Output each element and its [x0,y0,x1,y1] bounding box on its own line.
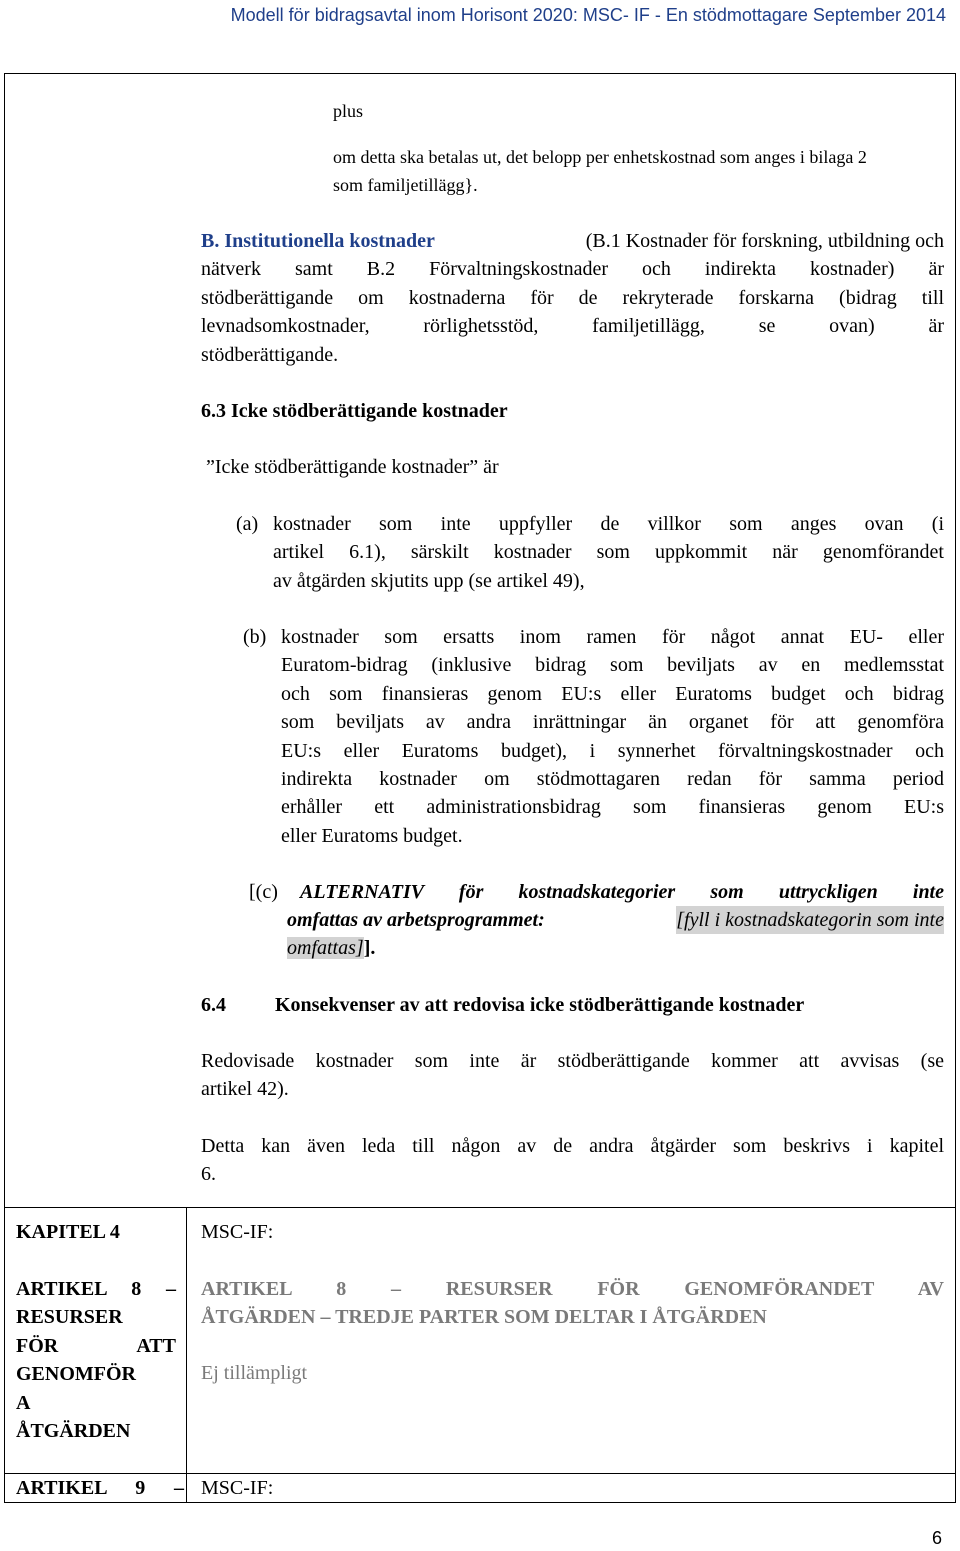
section-6-4-number: 6.4 [201,994,226,1016]
item-c-bold-line-2: omfattas av arbetsprogrammet: [287,909,545,931]
item-a-text [273,510,944,595]
section-6-3-intro [206,453,499,481]
item-c-line-3 [287,934,375,962]
artikel-8-left-line-4: GENOMFÖR [16,1363,136,1386]
item-b-line-1: kostnader som ersatts inom ramen för något annat EU- eller [281,626,944,648]
intro-text: Icke stödberättigande kostnader” är [214,456,499,478]
item-b-line-7: erhåller ett administrationsbidrag som finansieras genom EU:s [281,796,944,819]
item-b-label: (b) [243,626,267,648]
section-b-line-4: levnadsomkostnader, rörlighetsstöd, familjetillägg, se ovan) är [201,315,944,338]
item-a-label: (a) [236,513,259,535]
section-b [201,227,944,369]
item-c-label: [(c) [249,881,278,903]
item-b-line-5: EU:s eller Euratoms budget), i synnerhet förvaltningskostnader och [281,739,944,762]
document-header: Modell för bidragsavtal inom Horisont 2020: MSC- IF - En stödmottagare September 2014 [230,5,946,25]
msc-if-label-1: MSC-IF: [201,1221,274,1243]
item-a-line-3: av åtgärden skjutits upp (se artikel 49), [273,569,585,592]
table-top-rule [4,1207,956,1208]
item-b-line-3: och som finansieras genom EU:s eller Euratoms budget och bidrag [281,682,944,705]
intro-open-quote: ” [206,456,215,478]
artikel-8-right-line-1: ARTIKEL 8 – RESURSER FÖR GENOMFÖRANDET AV [201,1278,944,1300]
section-6-4-heading: Konsekvenser av att redovisa icke stödberättigande kostnader [275,994,805,1016]
table-column-divider [186,1207,187,1503]
section-b-line-2: nätverk samt B.2 Förvaltningskostnader och indirekta kostnader) är [201,258,944,281]
item-c-fill-placeholder-2: omfattas] [287,937,364,959]
artikel-8-left-line-6: ÅTGÄRDEN [16,1420,131,1443]
section-b-line-5: stödberättigande. [201,343,339,366]
artikel-8-left-line-3: FÖR ATT [16,1334,176,1357]
item-b-line-4: som beviljats av andra inrättningar än organet för att genomföra [281,711,944,734]
page-number: 6 [931,1528,942,1548]
msc-if-label-2: MSC-IF: [201,1477,274,1499]
not-applicable-text: Ej tillämpligt [201,1362,308,1384]
section-6-4-para-2-line-2: 6. [201,1163,216,1186]
section-b-line-1 [201,227,944,255]
item-a-line-1: kostnader som inte uppfyller de villkor som anges ovan (i [273,513,944,535]
family-note-line-2: som familjetillägg}. [333,175,478,195]
item-c-line-1: ALTERNATIV för kostnadskategorier som uttryckligen inte [300,881,944,903]
section-6-4-para-1 [201,1047,944,1104]
item-b-text [281,623,944,850]
artikel-8-left-line-2: RESURSER [16,1306,123,1329]
section-6-4-para-2-line-1: Detta kan även leda till någon av de andra åtgärder som beskrivs i kapitel [201,1135,944,1157]
section-b-line-3: stödberättigande om kostnaderna för de rekryterade forskarna (bidrag till [201,286,944,309]
artikel-8-left-line-5: A [16,1391,31,1414]
section-6-4-para-1-line-1: Redovisade kostnader som inte är stödberättigande kommer att avvisas (se [201,1050,944,1072]
artikel-8-left-line-1: ARTIKEL 8 – [16,1278,176,1300]
item-c-line-2 [287,906,944,934]
family-note-line-1: om detta ska betalas ut, det belopp per enhetskostnad som anges i bilaga 2 [333,147,867,167]
kapitel-4-label: KAPITEL 4 [16,1221,120,1243]
item-c-fill-placeholder-1: [fyll i kostnadskategorin som inte [676,906,944,934]
section-b-line-1-rest: (B.1 Kostnader för forskning, utbildning och [585,230,944,252]
item-b-line-8: eller Euratoms budget. [281,824,463,847]
section-6-4-para-1-line-2: artikel 42). [201,1078,289,1101]
artikel-8-left [16,1275,176,1445]
item-a-line-2: artikel 6.1), särskilt kostnader som uppkommit när genomförandet [273,541,944,564]
section-6-3-heading: 6.3 Icke stödberättigande kostnader [201,400,508,422]
item-c-end: ]. [363,937,376,959]
artikel-8-right [201,1275,944,1332]
artikel-8-right-line-2: ÅTGÄRDEN – TREDJE PARTER SOM DELTAR I ÅTGÄRDEN [201,1306,767,1329]
item-b-line-2: Euratom-bidrag (inklusive bidrag som beviljats av en medlemsstat [281,654,944,677]
section-b-heading: B. Institutionella kostnader [201,230,435,252]
artikel-9-left: ARTIKEL 9 – [16,1477,184,1499]
item-b-line-6: indirekta kostnader om stödmottagaren redan för samma period [281,768,944,791]
section-6-4-para-2 [201,1132,944,1189]
item-c-line-1-wrap [300,878,944,906]
plus-text: plus [333,101,364,121]
